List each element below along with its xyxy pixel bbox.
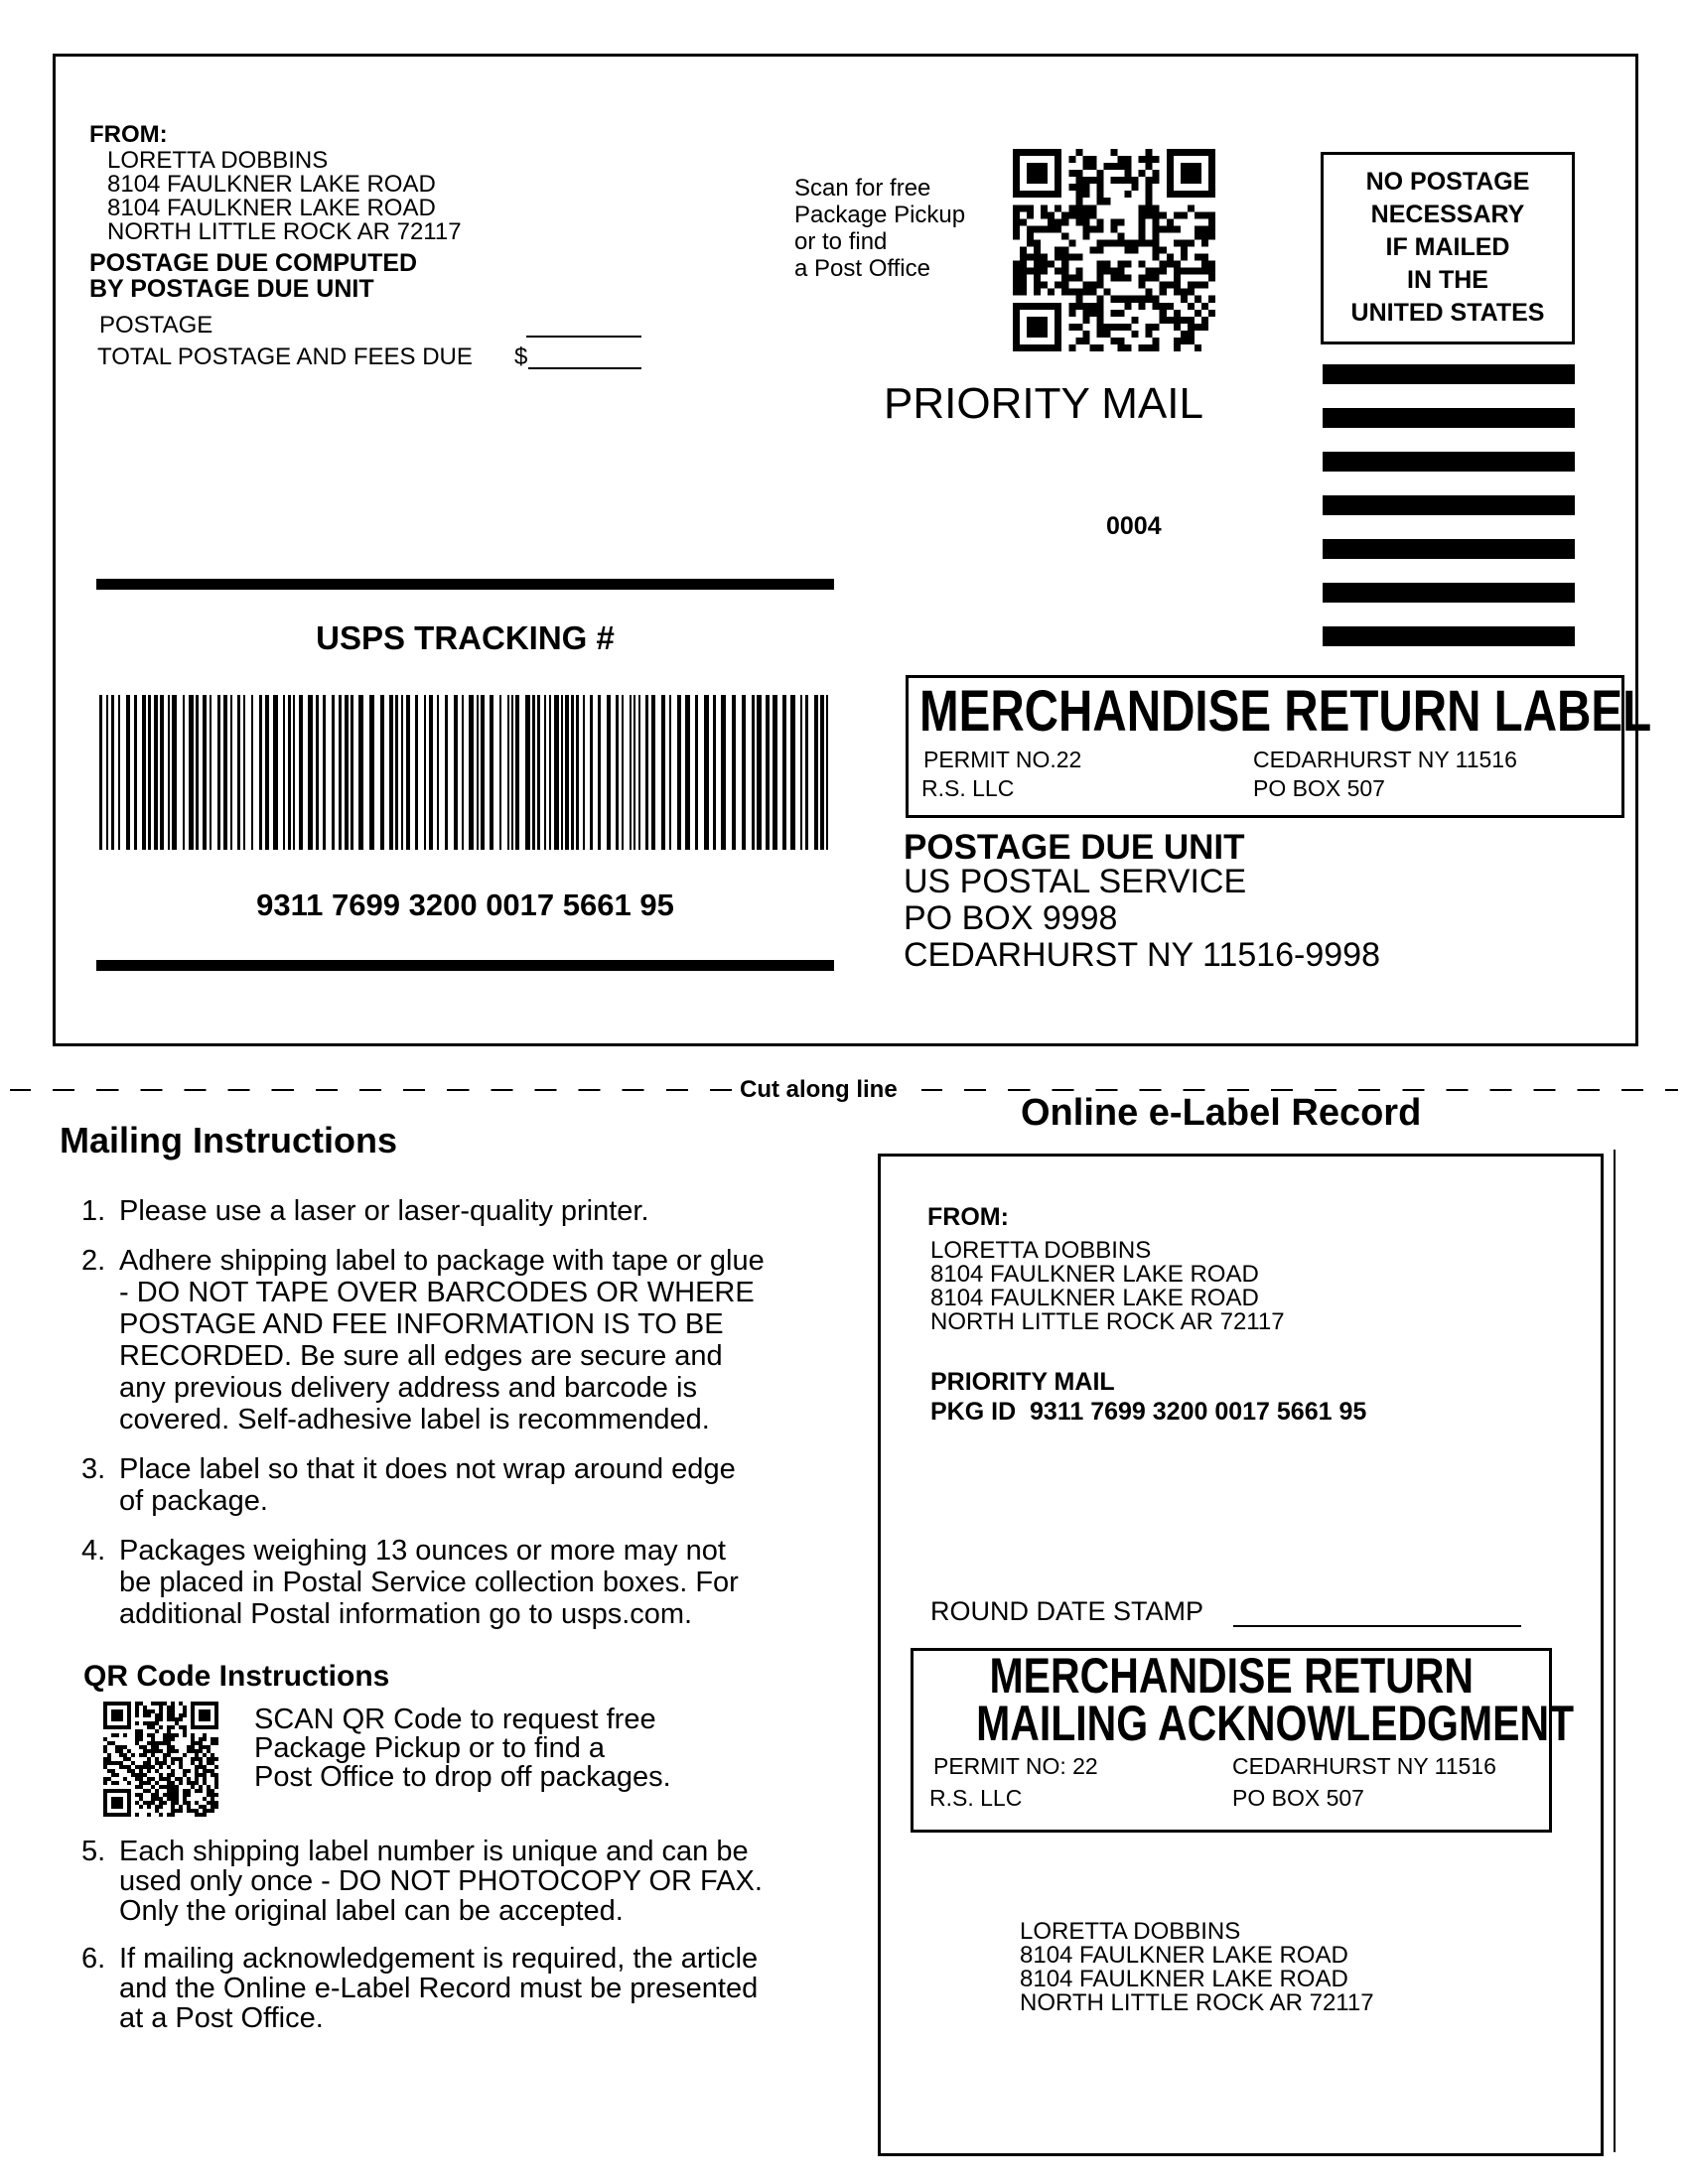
from-line: NORTH LITTLE ROCK AR 72117: [107, 218, 462, 245]
no-postage-line: IF MAILED: [1385, 233, 1510, 261]
qr-line: Package Pickup or to find a: [254, 1732, 606, 1764]
instruction-line: additional Postal information go to usps.com.: [119, 1598, 693, 1630]
ack-permit-city: CEDARHURST NY 11516: [1232, 1753, 1496, 1779]
instruction-number: 1.: [81, 1195, 106, 1227]
instruction-line: and the Online e-Label Record must be presented: [119, 1973, 759, 2004]
fim-bar: [1323, 364, 1575, 384]
route-code: 0004: [1106, 512, 1162, 540]
to-line: PO BOX 9998: [904, 899, 1118, 937]
record-service: PRIORITY MAIL: [930, 1368, 1115, 1396]
instruction-line: used only once - DO NOT PHOTOCOPY OR FAX.: [119, 1865, 763, 1897]
ack-permit-holder: R.S. LLC: [929, 1785, 1023, 1811]
instruction-number: 5.: [81, 1836, 106, 1867]
ack-title-line: [911, 1696, 1575, 1751]
merchandise-title-text: MERCHANDISE RETURN LABEL: [919, 679, 1652, 744]
acknowledgment-title: [911, 1648, 1575, 1751]
instruction-number: 4.: [81, 1535, 106, 1567]
scan-line: Scan for free: [794, 175, 931, 202]
postage-due-line: BY POSTAGE DUE UNIT: [89, 275, 374, 303]
instruction-line: - DO NOT TAPE OVER BARCODES OR WHERE: [119, 1277, 755, 1308]
instruction-item: [81, 1944, 896, 2033]
scan-line: or to find: [794, 228, 888, 255]
ack-title-text: MERCHANDISE RETURN: [989, 1648, 1474, 1704]
record-pkg-label: PKG ID: [930, 1398, 1017, 1426]
instructions-title: Mailing Instructions: [60, 1120, 398, 1160]
cut-line-label: Cut along line: [740, 1076, 898, 1103]
instruction-number: 6.: [81, 1943, 106, 1975]
qr-line: SCAN QR Code to request free: [254, 1704, 656, 1735]
fim-bars: [1323, 364, 1575, 652]
record-pkg-id: [930, 1398, 1366, 1427]
instruction-number: 2.: [81, 1245, 106, 1277]
record-from-line: NORTH LITTLE ROCK AR 72117: [930, 1308, 1285, 1335]
instruction-line: Only the original label can be accepted.: [119, 1895, 624, 1927]
instruction-line: be placed in Postal Service collection boxes. For: [119, 1567, 739, 1598]
tracking-number: 9311 7699 3200 0017 5661 95: [256, 887, 674, 922]
instruction-list: [81, 1195, 876, 1630]
record-from-heading: FROM:: [927, 1203, 1009, 1231]
qr-line: Post Office to drop off packages.: [254, 1761, 671, 1793]
ack-permit-box: PO BOX 507: [1232, 1785, 1364, 1811]
fim-bar: [1323, 539, 1575, 559]
qr-code[interactable]: [1013, 149, 1215, 351]
to-line: US POSTAL SERVICE: [904, 863, 1247, 900]
permit-city: CEDARHURST NY 11516: [1253, 747, 1517, 772]
ack-title-text: MAILING ACKNOWLEDGMENT: [976, 1696, 1575, 1751]
cut-line-left: [10, 1089, 740, 1091]
fim-bar: [1323, 495, 1575, 515]
permit-holder: R.S. LLC: [921, 775, 1015, 801]
no-postage-line: UNITED STATES: [1350, 299, 1545, 327]
postage-blank: [526, 336, 641, 338]
instruction-item: [81, 1453, 876, 1517]
to-address: [904, 864, 1380, 974]
qr-instructions-text: [254, 1706, 671, 1792]
fim-bar: [1323, 408, 1575, 428]
from-line: 8104 FAULKNER LAKE ROAD: [107, 195, 436, 221]
instruction-line: Packages weighing 13 ounces or more may not: [119, 1535, 726, 1567]
instruction-line: Please use a laser or laser-quality printer.: [119, 1195, 649, 1227]
record-bottom-line: LORETTA DOBBINS: [1020, 1918, 1241, 1945]
tracking-heading: USPS TRACKING #: [316, 619, 615, 656]
from-address: [107, 149, 462, 244]
instruction-list-continued: [81, 1837, 896, 2033]
fim-bar: [1323, 452, 1575, 472]
fim-bar: [1323, 626, 1575, 646]
instruction-item: [81, 1245, 876, 1435]
record-bottom-line: 8104 FAULKNER LAKE ROAD: [1020, 1942, 1348, 1969]
scan-instructions: [794, 175, 965, 282]
no-postage-text: [1321, 166, 1575, 330]
qr-instructions-title: QR Code Instructions: [83, 1660, 390, 1693]
dollar-sign: $: [514, 343, 528, 370]
round-date-stamp-label: ROUND DATE STAMP: [930, 1596, 1204, 1626]
from-line: LORETTA DOBBINS: [107, 147, 329, 174]
no-postage-line: NECESSARY: [1370, 201, 1525, 228]
record-from-line: 8104 FAULKNER LAKE ROAD: [930, 1261, 1259, 1288]
instruction-line: RECORDED. Be sure all edges are secure and: [119, 1340, 723, 1372]
service-name: PRIORITY MAIL: [884, 379, 1203, 428]
instruction-line: covered. Self-adhesive label is recommended.: [119, 1404, 710, 1435]
record-bottom-line: NORTH LITTLE ROCK AR 72117: [1020, 1989, 1374, 2016]
cut-line-right: [921, 1089, 1678, 1091]
instruction-line: POSTAGE AND FEE INFORMATION IS TO BE: [119, 1308, 724, 1340]
permit-box: PO BOX 507: [1253, 775, 1385, 801]
ack-title-line: [911, 1648, 1552, 1704]
scan-line: a Post Office: [794, 255, 930, 282]
ack-permit-number: PERMIT NO: 22: [933, 1753, 1098, 1779]
record-bottom-address: [1020, 1920, 1374, 2015]
to-heading: POSTAGE DUE UNIT: [904, 828, 1245, 867]
record-from-line: LORETTA DOBBINS: [930, 1237, 1152, 1264]
instruction-line: Adhere shipping label to package with tape or glue: [119, 1245, 765, 1277]
postage-due-note: [89, 250, 417, 302]
total-blank: [528, 367, 641, 369]
no-postage-line: NO POSTAGE: [1365, 168, 1530, 196]
to-line: CEDARHURST NY 11516-9998: [904, 936, 1381, 974]
record-from-address: [930, 1239, 1285, 1334]
record-bottom-line: 8104 FAULKNER LAKE ROAD: [1020, 1966, 1348, 1992]
instruction-line: of package.: [119, 1485, 268, 1517]
postage-label: POSTAGE: [99, 312, 213, 339]
instruction-line: any previous delivery address and barcode is: [119, 1372, 697, 1404]
tracking-bottom-rule: [96, 960, 834, 971]
instruction-item: [81, 1837, 896, 1926]
tracking-barcode[interactable]: [99, 695, 831, 850]
from-line: 8104 FAULKNER LAKE ROAD: [107, 171, 436, 198]
instruction-item: [81, 1535, 876, 1630]
postage-due-line: POSTAGE DUE COMPUTED: [89, 249, 418, 277]
tracking-top-rule: [96, 579, 834, 590]
instruction-number: 3.: [81, 1453, 106, 1485]
instruction-line: Each shipping label number is unique and can be: [119, 1836, 749, 1867]
record-from-line: 8104 FAULKNER LAKE ROAD: [930, 1285, 1259, 1311]
record-box-edge: [1614, 1150, 1616, 2152]
instruction-line: Place label so that it does not wrap around edge: [119, 1453, 736, 1485]
instruction-line: If mailing acknowledgement is required, the article: [119, 1943, 759, 1975]
record-title: Online e-Label Record: [1021, 1092, 1422, 1134]
qr-code-small[interactable]: [103, 1702, 218, 1817]
from-heading: FROM:: [89, 121, 168, 148]
record-pkg-number: 9311 7699 3200 0017 5661 95: [1030, 1398, 1367, 1426]
fim-bar: [1323, 583, 1575, 603]
instruction-item: [81, 1195, 876, 1227]
round-date-stamp-blank: [1233, 1625, 1521, 1627]
permit-number: PERMIT NO.22: [923, 747, 1082, 772]
total-postage-label: TOTAL POSTAGE AND FEES DUE: [97, 343, 473, 370]
no-postage-line: IN THE: [1407, 266, 1488, 294]
instruction-line: at a Post Office.: [119, 2002, 324, 2034]
merchandise-return-title: [919, 679, 1688, 745]
scan-line: Package Pickup: [794, 202, 966, 228]
